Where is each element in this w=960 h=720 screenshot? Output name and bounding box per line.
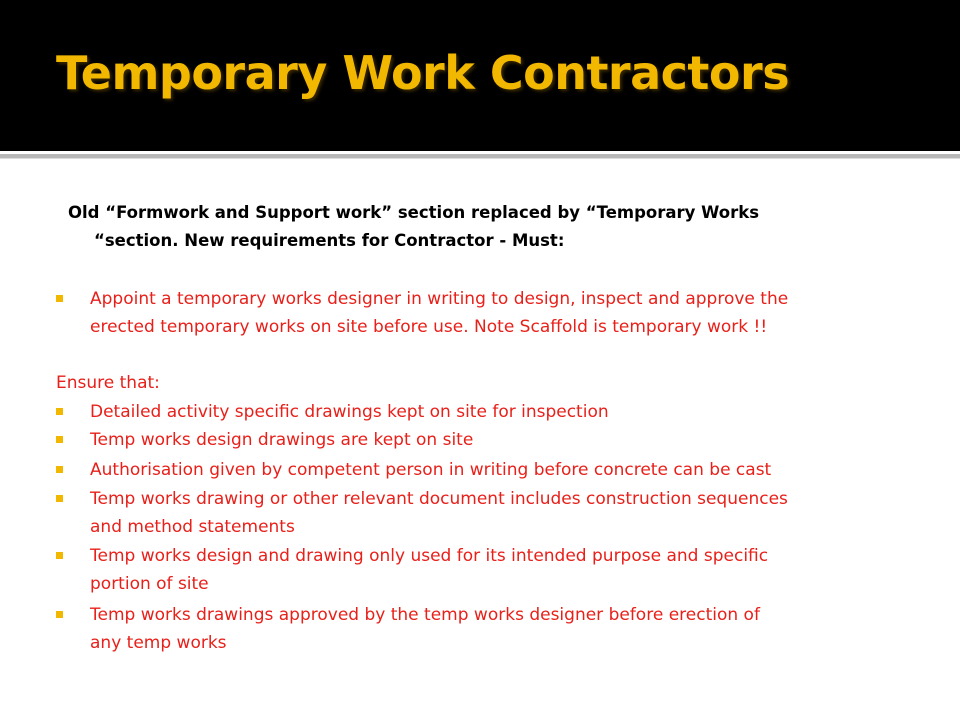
title-divider-edge xyxy=(0,158,960,159)
bullet-square-icon xyxy=(56,466,63,473)
bullet-square-icon xyxy=(56,436,63,443)
bullet-line-1: Temp works drawings approved by the temp works designer before erection of xyxy=(90,605,760,625)
bullet-line-1: Appoint a temporary works designer in writing to design, inspect and approve the xyxy=(90,289,789,309)
bullet-square-icon xyxy=(56,611,63,618)
bullet-line-1: Temp works design and drawing only used for its intended purpose and specific xyxy=(90,546,769,566)
bullet-line-2: erected temporary works on site before use. Note Scaffold is temporary work !! xyxy=(90,317,768,337)
bullet-line-1: Temp works design drawings are kept on site xyxy=(90,430,474,450)
title-bar xyxy=(0,0,960,151)
slide-title: Temporary Work Contractors xyxy=(56,46,790,100)
intro-line-2: “section. New requirements for Contractor - Must: xyxy=(94,231,565,250)
bullet-appoint-designer xyxy=(56,285,916,341)
bullet-square-icon xyxy=(56,295,63,302)
bullet-item xyxy=(56,542,916,598)
bullet-line-1: Authorisation given by competent person in writing before concrete can be cast xyxy=(90,460,772,480)
bullet-square-icon xyxy=(56,495,63,502)
intro-paragraph xyxy=(68,199,868,255)
bullet-item xyxy=(56,398,916,426)
bullet-line-2: any temp works xyxy=(90,633,227,653)
bullet-square-icon xyxy=(56,552,63,559)
bullet-line-2: and method statements xyxy=(90,517,295,537)
bullet-item xyxy=(56,426,916,454)
bullet-line-1: Temp works drawing or other relevant document includes construction sequences xyxy=(90,489,788,509)
bullet-line-1: Detailed activity specific drawings kept on site for inspection xyxy=(90,402,609,422)
bullet-item xyxy=(56,601,916,657)
bullet-square-icon xyxy=(56,408,63,415)
bullet-item xyxy=(56,456,916,484)
bullet-line-2: portion of site xyxy=(90,574,209,594)
bullet-item xyxy=(56,485,916,541)
ensure-that-label: Ensure that: xyxy=(56,373,160,393)
intro-line-1: Old “Formwork and Support work” section replaced by “Temporary Works xyxy=(68,203,760,222)
